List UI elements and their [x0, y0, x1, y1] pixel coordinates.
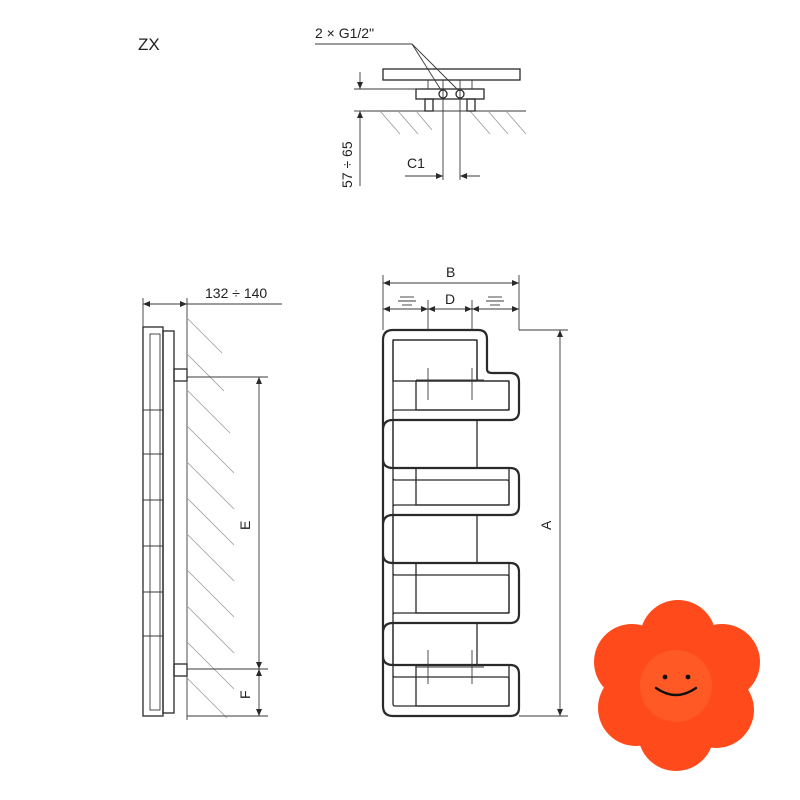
side-view	[143, 285, 282, 720]
a-label: A	[538, 520, 554, 530]
right-valve	[467, 99, 475, 111]
d-label: D	[445, 291, 456, 307]
connection-label: 2 × G1/2"	[315, 25, 375, 41]
top-wall-hatching	[362, 111, 526, 134]
model-label: ZX	[138, 35, 160, 54]
top-wall-bracket	[174, 369, 187, 381]
top-view	[315, 25, 526, 188]
f-label: F	[237, 690, 253, 699]
wall-offset-label: 132 ÷ 140	[205, 285, 268, 301]
e-label: E	[237, 520, 253, 530]
equal-right-icon	[486, 297, 504, 305]
c1-label: C1	[407, 155, 425, 171]
top-bracket	[416, 89, 484, 99]
flower-smiley-logo	[594, 600, 760, 771]
b-label: B	[446, 264, 456, 280]
front-view	[383, 264, 568, 716]
bottom-wall-bracket	[174, 664, 187, 676]
top-radiator-plate	[383, 69, 520, 80]
left-valve	[425, 99, 433, 111]
depth-label: 57 ÷ 65	[339, 141, 355, 188]
side-wall-hatching	[187, 318, 234, 718]
serpentine-tube	[383, 330, 519, 716]
equal-left-icon	[398, 297, 416, 305]
